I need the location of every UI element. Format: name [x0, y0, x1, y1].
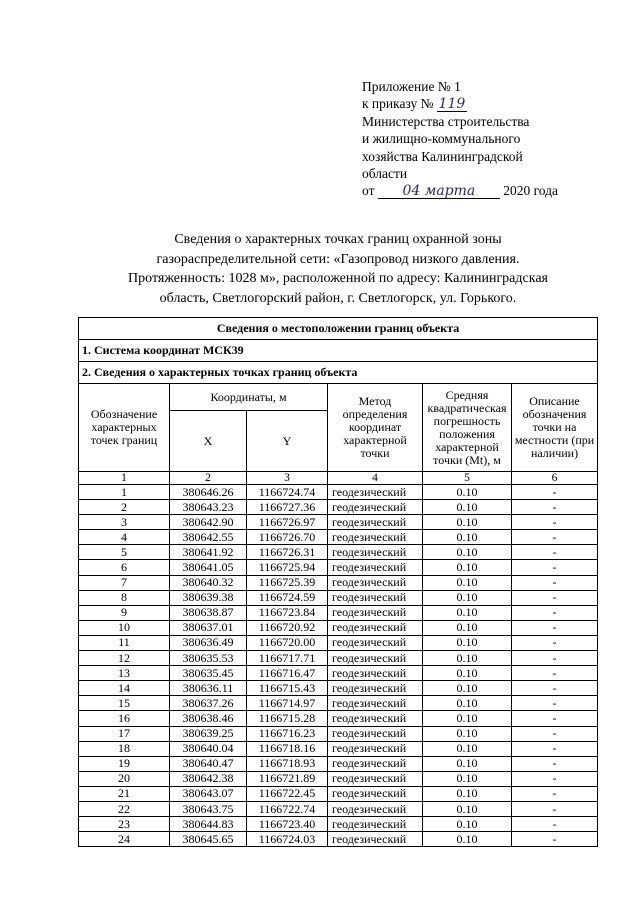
x-coordinate-cell: 380640.04	[170, 741, 247, 756]
description-cell: -	[512, 832, 598, 847]
header-method: Метод определения координат характерной точки	[328, 384, 423, 472]
table-title: Сведения о местоположении границ объекта	[79, 318, 598, 340]
header-point: Обозначение характерных точек границ	[79, 384, 170, 472]
description-cell: -	[512, 620, 598, 635]
point-number-cell: 14	[79, 681, 170, 696]
table-row	[79, 711, 598, 726]
x-coordinate-cell: 380635.45	[170, 666, 247, 681]
table-row	[79, 681, 598, 696]
table-row	[79, 696, 598, 711]
table-row	[79, 605, 598, 620]
y-coordinate-cell: 1166722.74	[247, 801, 328, 816]
description-cell: -	[512, 500, 598, 515]
x-coordinate-cell: 380644.83	[170, 817, 247, 832]
point-number-cell: 17	[79, 726, 170, 741]
table-row	[79, 666, 598, 681]
description-cell: -	[512, 605, 598, 620]
point-number-cell: 6	[79, 560, 170, 575]
error-cell: 0.10	[423, 590, 512, 605]
header-error: Средняя квадратическая погрешность положения характерной точки (Mt), м	[423, 384, 512, 472]
method-cell: геодезический	[328, 575, 423, 590]
error-cell: 0.10	[423, 485, 512, 500]
point-number-cell: 1	[79, 485, 170, 500]
x-coordinate-cell: 380645.65	[170, 832, 247, 847]
y-coordinate-cell: 1166725.94	[247, 560, 328, 575]
x-coordinate-cell: 380642.90	[170, 515, 247, 530]
error-cell: 0.10	[423, 771, 512, 786]
order-prefix: к приказу №	[362, 96, 434, 112]
y-coordinate-cell: 1166722.45	[247, 786, 328, 801]
x-coordinate-cell: 380640.47	[170, 756, 247, 771]
method-cell: геодезический	[328, 771, 423, 786]
table-row	[79, 545, 598, 560]
method-cell: геодезический	[328, 817, 423, 832]
method-cell: геодезический	[328, 560, 423, 575]
y-coordinate-cell: 1166724.03	[247, 832, 328, 847]
section-2-title: 2. Сведения о характерных точках границ объекта	[79, 362, 598, 384]
point-number-cell: 21	[79, 786, 170, 801]
description-cell: -	[512, 515, 598, 530]
column-number-row	[79, 472, 598, 485]
y-coordinate-cell: 1166726.31	[247, 545, 328, 560]
error-cell: 0.10	[423, 756, 512, 771]
error-cell: 0.10	[423, 726, 512, 741]
appendix-title: Приложение № 1	[362, 79, 461, 94]
table-row	[79, 590, 598, 605]
point-number-cell: 22	[79, 801, 170, 816]
method-cell: геодезический	[328, 741, 423, 756]
document-heading	[80, 230, 596, 308]
method-cell: геодезический	[328, 515, 423, 530]
y-coordinate-cell: 1166724.74	[247, 485, 328, 500]
x-coordinate-cell: 380638.46	[170, 711, 247, 726]
description-cell: -	[512, 786, 598, 801]
error-cell: 0.10	[423, 530, 512, 545]
x-coordinate-cell: 380636.11	[170, 681, 247, 696]
date-prefix: от	[362, 183, 375, 199]
column-number: 5	[423, 472, 512, 485]
table-row	[79, 832, 598, 847]
description-cell: -	[512, 635, 598, 650]
method-cell: геодезический	[328, 696, 423, 711]
boundary-points-table	[78, 317, 598, 847]
x-coordinate-cell: 380635.53	[170, 651, 247, 666]
point-number-cell: 12	[79, 651, 170, 666]
y-coordinate-cell: 1166715.28	[247, 711, 328, 726]
point-number-cell: 8	[79, 590, 170, 605]
section-1-row	[79, 340, 598, 362]
point-number-cell: 9	[79, 605, 170, 620]
method-cell: геодезический	[328, 635, 423, 650]
description-cell: -	[512, 681, 598, 696]
header-y: Y	[247, 411, 328, 472]
x-coordinate-cell: 380640.32	[170, 575, 247, 590]
description-cell: -	[512, 696, 598, 711]
point-number-cell: 11	[79, 635, 170, 650]
description-cell: -	[512, 590, 598, 605]
error-cell: 0.10	[423, 711, 512, 726]
x-coordinate-cell: 380643.23	[170, 500, 247, 515]
order-line	[362, 95, 622, 112]
description-cell: -	[512, 666, 598, 681]
method-cell: геодезический	[328, 485, 423, 500]
method-cell: геодезический	[328, 786, 423, 801]
method-cell: геодезический	[328, 545, 423, 560]
method-cell: геодезический	[328, 666, 423, 681]
table-row	[79, 575, 598, 590]
point-number-cell: 2	[79, 500, 170, 515]
error-cell: 0.10	[423, 741, 512, 756]
table-row	[79, 771, 598, 786]
method-cell: геодезический	[328, 605, 423, 620]
column-number: 1	[79, 472, 170, 485]
point-number-cell: 20	[79, 771, 170, 786]
y-coordinate-cell: 1166725.39	[247, 575, 328, 590]
x-coordinate-cell: 380643.75	[170, 801, 247, 816]
column-number: 4	[328, 472, 423, 485]
y-coordinate-cell: 1166723.40	[247, 817, 328, 832]
y-coordinate-cell: 1166724.59	[247, 590, 328, 605]
table-body	[79, 485, 598, 847]
method-cell: геодезический	[328, 681, 423, 696]
y-coordinate-cell: 1166714.97	[247, 696, 328, 711]
y-coordinate-cell: 1166726.70	[247, 530, 328, 545]
error-cell: 0.10	[423, 801, 512, 816]
appendix-block	[362, 78, 622, 200]
x-coordinate-cell: 380637.01	[170, 620, 247, 635]
method-cell: геодезический	[328, 651, 423, 666]
point-number-cell: 24	[79, 832, 170, 847]
point-number-cell: 19	[79, 756, 170, 771]
description-cell: -	[512, 756, 598, 771]
description-cell: -	[512, 530, 598, 545]
method-cell: геодезический	[328, 620, 423, 635]
description-cell: -	[512, 560, 598, 575]
date-line	[362, 182, 622, 199]
method-cell: геодезический	[328, 590, 423, 605]
description-cell: -	[512, 545, 598, 560]
description-cell: -	[512, 771, 598, 786]
table-row	[79, 530, 598, 545]
point-number-cell: 16	[79, 711, 170, 726]
point-number-cell: 10	[79, 620, 170, 635]
description-cell: -	[512, 711, 598, 726]
error-cell: 0.10	[423, 666, 512, 681]
error-cell: 0.10	[423, 500, 512, 515]
point-number-cell: 4	[79, 530, 170, 545]
x-coordinate-cell: 380636.49	[170, 635, 247, 650]
y-coordinate-cell: 1166721.89	[247, 771, 328, 786]
header-description: Описание обозначения точки на местности (при наличии)	[512, 384, 598, 472]
point-number-cell: 5	[79, 545, 170, 560]
error-cell: 0.10	[423, 620, 512, 635]
point-number-cell: 3	[79, 515, 170, 530]
column-number: 6	[512, 472, 598, 485]
method-cell: геодезический	[328, 726, 423, 741]
heading-line-4: область, Светлогорский район, г. Светлогорск, ул. Горького.	[159, 290, 517, 306]
table-row	[79, 620, 598, 635]
ministry-line-2: и жилищно-коммунального	[362, 131, 521, 147]
error-cell: 0.10	[423, 515, 512, 530]
point-number-cell: 23	[79, 817, 170, 832]
table-row	[79, 500, 598, 515]
y-coordinate-cell: 1166720.92	[247, 620, 328, 635]
order-number-handwritten: 119	[438, 96, 466, 113]
x-coordinate-cell: 380639.25	[170, 726, 247, 741]
header-x: X	[170, 411, 247, 472]
x-coordinate-cell: 380638.87	[170, 605, 247, 620]
error-cell: 0.10	[423, 681, 512, 696]
x-coordinate-cell: 380639.38	[170, 590, 247, 605]
table-row	[79, 817, 598, 832]
table-row	[79, 515, 598, 530]
heading-line-3: Протяженность: 1028 м», расположенной по адресу: Калининградская	[128, 271, 548, 286]
point-number-cell: 7	[79, 575, 170, 590]
ministry-line-1: Министерства строительства	[362, 113, 530, 129]
method-cell: геодезический	[328, 756, 423, 771]
x-coordinate-cell: 380643.07	[170, 786, 247, 801]
section-1-title: 1. Система координат МСК39	[79, 340, 598, 362]
error-cell: 0.10	[423, 696, 512, 711]
y-coordinate-cell: 1166717.71	[247, 651, 328, 666]
description-cell: -	[512, 575, 598, 590]
x-coordinate-cell: 380641.05	[170, 560, 247, 575]
ministry-line-4: области	[362, 166, 408, 182]
y-coordinate-cell: 1166718.16	[247, 741, 328, 756]
description-cell: -	[512, 817, 598, 832]
method-cell: геодезический	[328, 711, 423, 726]
y-coordinate-cell: 1166723.84	[247, 605, 328, 620]
section-2-row	[79, 362, 598, 384]
table-title-row	[79, 318, 598, 340]
error-cell: 0.10	[423, 605, 512, 620]
method-cell: геодезический	[328, 801, 423, 816]
error-cell: 0.10	[423, 635, 512, 650]
column-number: 2	[170, 472, 247, 485]
table-row	[79, 726, 598, 741]
error-cell: 0.10	[423, 545, 512, 560]
description-cell: -	[512, 801, 598, 816]
y-coordinate-cell: 1166718.93	[247, 756, 328, 771]
error-cell: 0.10	[423, 651, 512, 666]
header-row-1	[79, 384, 598, 411]
method-cell: геодезический	[328, 500, 423, 515]
point-number-cell: 18	[79, 741, 170, 756]
y-coordinate-cell: 1166715.43	[247, 681, 328, 696]
method-cell: геодезический	[328, 530, 423, 545]
heading-line-2: газораспределительной сети: «Газопровод низкого давления.	[156, 251, 520, 267]
header-coords: Координаты, м	[170, 384, 328, 411]
y-coordinate-cell: 1166727.36	[247, 500, 328, 515]
table-row	[79, 756, 598, 771]
table-row	[79, 651, 598, 666]
description-cell: -	[512, 651, 598, 666]
date-suffix: 2020 года	[503, 183, 559, 199]
error-cell: 0.10	[423, 560, 512, 575]
description-cell: -	[512, 485, 598, 500]
description-cell: -	[512, 741, 598, 756]
y-coordinate-cell: 1166726.97	[247, 515, 328, 530]
point-number-cell: 15	[79, 696, 170, 711]
table-row	[79, 786, 598, 801]
table-row	[79, 485, 598, 500]
date-handwritten: 04 марта	[378, 184, 500, 199]
x-coordinate-cell: 380646.26	[170, 485, 247, 500]
y-coordinate-cell: 1166716.23	[247, 726, 328, 741]
error-cell: 0.10	[423, 575, 512, 590]
table-row	[79, 741, 598, 756]
y-coordinate-cell: 1166716.47	[247, 666, 328, 681]
column-number: 3	[247, 472, 328, 485]
x-coordinate-cell: 380641.92	[170, 545, 247, 560]
ministry-line-3: хозяйства Калининградской	[362, 148, 523, 164]
error-cell: 0.10	[423, 832, 512, 847]
point-number-cell: 13	[79, 666, 170, 681]
y-coordinate-cell: 1166720.00	[247, 635, 328, 650]
error-cell: 0.10	[423, 786, 512, 801]
description-cell: -	[512, 726, 598, 741]
method-cell: геодезический	[328, 832, 423, 847]
table-row	[79, 560, 598, 575]
table-row	[79, 801, 598, 816]
table-row	[79, 635, 598, 650]
x-coordinate-cell: 380642.38	[170, 771, 247, 786]
heading-line-1: Сведения о характерных точках границ охранной зоны	[174, 232, 502, 247]
error-cell: 0.10	[423, 817, 512, 832]
x-coordinate-cell: 380642.55	[170, 530, 247, 545]
x-coordinate-cell: 380637.26	[170, 696, 247, 711]
